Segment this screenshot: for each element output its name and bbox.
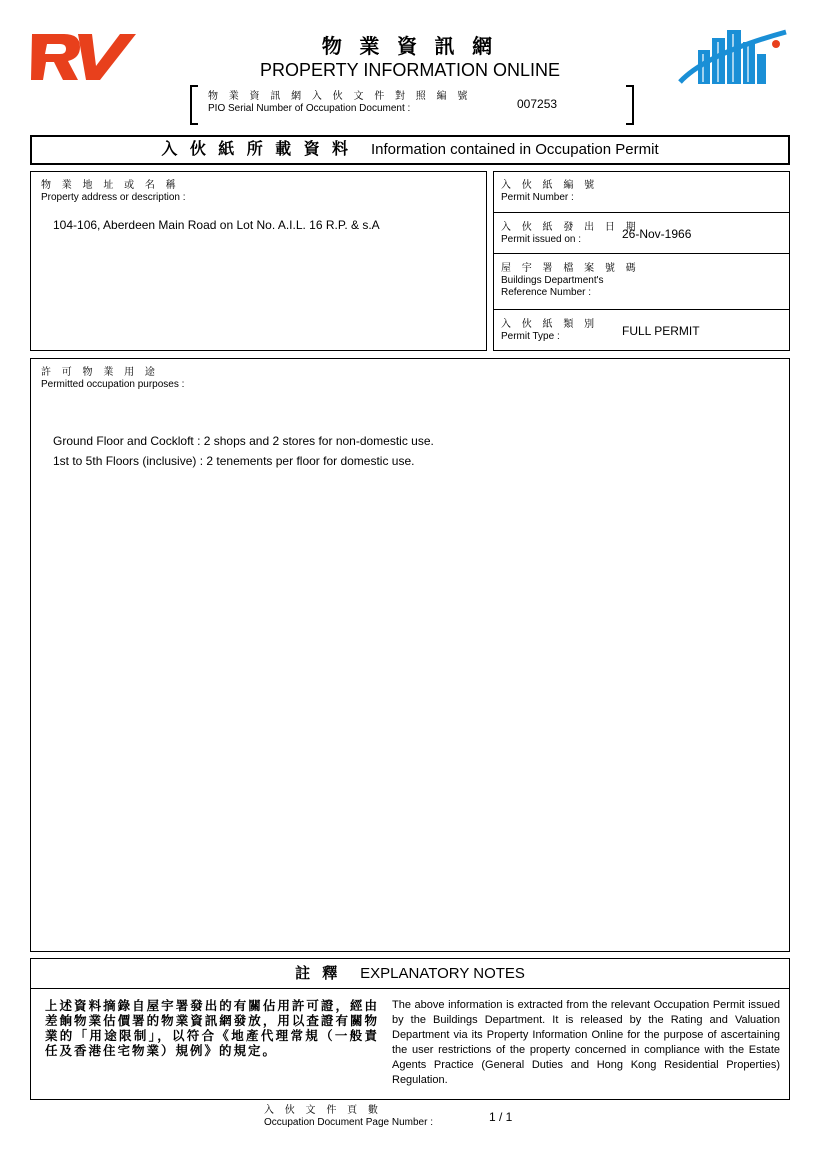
purposes-line-2: 1st to 5th Floors (inclusive) : 2 tenements per floor for domestic use. (53, 454, 415, 468)
page-number-label-zh: 入 伙 文 件 頁 數 (264, 1105, 382, 1116)
permit-number-label-en: Permit Number : (501, 192, 574, 203)
permit-number-box (493, 171, 790, 213)
purposes-line-1: Ground Floor and Cockloft : 2 shops and 2 stores for non-domestic use. (53, 434, 434, 448)
bracket-right (626, 85, 634, 125)
serial-label-en: PIO Serial Number of Occupation Document : (208, 103, 411, 114)
permit-type-box (493, 309, 790, 351)
notes-heading (30, 958, 790, 989)
serial-label-zh: 物 業 資 訊 網 入 伙 文 件 對 照 編 號 (208, 91, 472, 102)
notes-heading-zh: 註 釋 (295, 965, 342, 982)
permit-date-box (493, 212, 790, 254)
section-heading-zh: 入 伙 紙 所 載 資 料 (161, 141, 353, 158)
address-label-zh: 物 業 地 址 或 名 稱 (41, 180, 180, 191)
notes-text-zh: 上述資料摘錄自屋宇署發出的有關佔用許可證，經由差餉物業估價署的物業資訊網發放，用以查證有關物業的「用途限制」，以符合《地產代理常規（一般責任及香港住宅物業）規例》的規定。 (45, 999, 379, 1058)
purposes-label-en: Permitted occupation purposes : (41, 379, 185, 390)
notes-heading-en: EXPLANATORY NOTES (360, 965, 525, 982)
permit-type-label-en: Permit Type : (501, 331, 560, 342)
address-box (30, 171, 487, 351)
serial-value: 007253 (517, 97, 558, 111)
address-label-en: Property address or description : (41, 192, 186, 203)
section-heading (30, 135, 790, 165)
reference-number-box (493, 253, 790, 310)
address-value: 104-106, Aberdeen Main Road on Lot No. A.I.L. 16 R.P. & s.A (53, 218, 380, 232)
permit-date-value: 26-Nov-1966 (622, 227, 692, 241)
permit-date-label-zh: 入 伙 紙 發 出 日 期 (501, 222, 640, 233)
purposes-label-zh: 許 可 物 業 用 途 (41, 367, 159, 378)
title-en: PROPERTY INFORMATION ONLINE (259, 60, 561, 80)
notes-text-en: The above information is extracted from the relevant Occupation Permit issued by the Buildings Department. It is released by the Rating and Valuation Department via its Property Information Online for the purpose of ascertaining the user restrictions of the property concerned in compliance with the Estate Agents Practice (General Duties and Hong Kong Residential Properties) Regulation. (392, 999, 780, 1086)
purposes-box (30, 358, 790, 952)
notes-body (30, 988, 790, 1100)
reference-label-en: Buildings Department's (501, 275, 604, 286)
section-heading-en: Information contained in Occupation Permit (370, 141, 659, 158)
page-number-value: 1 / 1 (489, 1110, 513, 1124)
bracket-left (190, 85, 198, 125)
permit-type-label-zh: 入 伙 紙 類 別 (501, 319, 599, 330)
permit-number-label-zh: 入 伙 紙 編 號 (501, 180, 599, 191)
permit-date-label-en: Permit issued on : (501, 234, 582, 245)
page-number-label-en: Occupation Document Page Number : (264, 1117, 433, 1128)
reference-label-en2: Reference Number : (501, 287, 592, 298)
title-zh: 物 業 資 訊 網 (321, 36, 499, 58)
permit-type-value: FULL PERMIT (622, 324, 700, 338)
reference-label-zh: 屋 宇 署 檔 案 號 碼 (501, 263, 640, 274)
